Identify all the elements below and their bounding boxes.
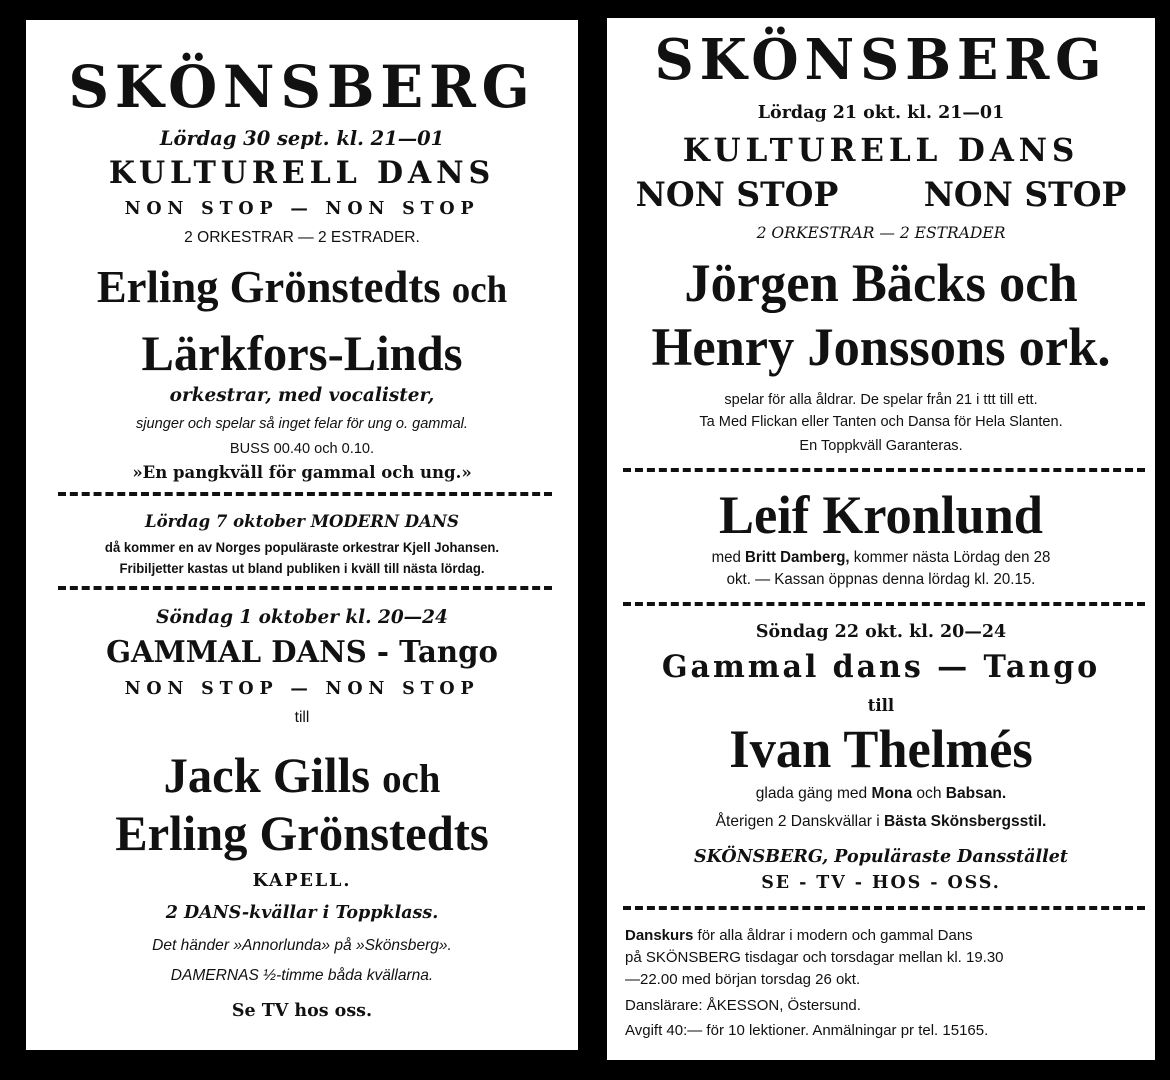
till-text: till	[294, 709, 310, 726]
divider	[58, 492, 552, 496]
event-title: KULTURELL DANS	[108, 155, 496, 191]
description-text: sjunger och spelar så inget felar för ung o. gammal.	[136, 415, 468, 432]
description-text: Ta Med Flickan eller Tanten och Dansa för Hela Slanten.	[699, 413, 1063, 430]
tv-text: SE - TV - HOS - OSS.	[761, 872, 1001, 893]
description-text: då kommer en av Norges populäraste orkestrar Kjell Johansen.	[104, 540, 500, 555]
divider	[623, 906, 1145, 910]
band-name: Jörgen Bäcks och	[684, 253, 1078, 313]
event-title: GAMMAL DANS - Tango	[106, 635, 498, 670]
description-text: okt. — Kassan öppnas denna lördag kl. 20.15.	[726, 571, 1036, 588]
divider	[58, 586, 552, 590]
divider	[623, 602, 1145, 606]
nonstop-text: NON STOP — NON STOP	[124, 198, 480, 219]
band-name: Jack Gills och	[163, 747, 441, 803]
teacher-text: Danslärare: ÅKESSON, Östersund.	[625, 997, 861, 1014]
event-date: Lördag 30 sept. kl. 21—01	[159, 126, 445, 150]
band-name: Henry Jonssons ork.	[651, 317, 1111, 377]
description-text: DAMERNAS ½-timme båda kvällarna.	[170, 967, 434, 984]
course-text: Danskurs för alla åldrar i modern och gammal Dans	[625, 927, 973, 944]
description-text: En Toppkväll Garanteras.	[799, 437, 963, 454]
advertisement-right	[607, 18, 1155, 1060]
slogan: »En pangkväll för gammal och ung.»	[132, 463, 472, 483]
till-text: till	[867, 696, 895, 716]
advertisement-left	[22, 16, 586, 1058]
description-text: med Britt Damberg, kommer nästa Lördag den 28	[711, 549, 1051, 566]
vocalist-text: orkestrar, med vocalister,	[169, 384, 435, 406]
divider	[623, 468, 1145, 472]
description-text: glada gäng med Mona och Babsan.	[755, 785, 1007, 802]
venue-title: SKÖNSBERG	[654, 27, 1108, 93]
band-name: Erling Grönstedts	[115, 805, 489, 861]
nonstop-text: NON STOP — NON STOP	[124, 678, 480, 699]
slogan: SKÖNSBERG, Populäraste Dansstället	[694, 846, 1068, 867]
description-text: Fribiljetter kastas ut bland publiken i kväll till nästa lördag.	[119, 561, 485, 576]
description-text: spelar för alla åldrar. De spelar från 21 i ttt till ett.	[724, 391, 1038, 408]
nonstop-row: NON STOP NON STOP	[635, 175, 1127, 215]
fee-text: Avgift 40:— för 10 lektioner. Anmälningar pr tel. 15165.	[625, 1022, 989, 1039]
course-text: —22.00 med början torsdag 26 okt.	[625, 971, 861, 988]
description-text: Det händer »Annorlunda» på »Skönsberg».	[152, 937, 452, 954]
band-name: Erling Grönstedts och	[96, 261, 508, 312]
band-name: Lärkfors-Linds	[141, 325, 463, 381]
band-name: Ivan Thelmés	[729, 719, 1033, 779]
venue-title: SKÖNSBERG	[68, 53, 536, 121]
band-name: Leif Kronlund	[719, 485, 1043, 545]
tv-text: Se TV hos oss.	[231, 1000, 373, 1021]
event-title: Gammal dans — Tango	[661, 649, 1101, 685]
event-title: KULTURELL DANS	[682, 131, 1080, 169]
orchestra-info: 2 ORKESTRAR — 2 ESTRADER.	[184, 229, 420, 246]
event-date: Söndag 1 oktober kl. 20—24	[156, 606, 448, 628]
course-text: på SKÖNSBERG tisdagar och torsdagar mellan kl. 19.30	[625, 949, 1004, 966]
event-date: Söndag 22 okt. kl. 20—24	[755, 621, 1007, 642]
description-text: Återigen 2 Danskvällar i Bästa Skönsbergsstil.	[715, 813, 1047, 830]
event-date: Lördag 21 okt. kl. 21—01	[757, 102, 1005, 123]
kapell-text: KAPELL.	[252, 870, 352, 891]
orchestra-info: 2 ORKESTRAR — 2 ESTRADER	[756, 223, 1006, 242]
highlight-text: 2 DANS-kvällar i Toppklass.	[165, 902, 439, 923]
event-date: Lördag 7 oktober MODERN DANS	[145, 512, 459, 532]
bus-info: BUSS 00.40 och 0.10.	[229, 440, 375, 457]
